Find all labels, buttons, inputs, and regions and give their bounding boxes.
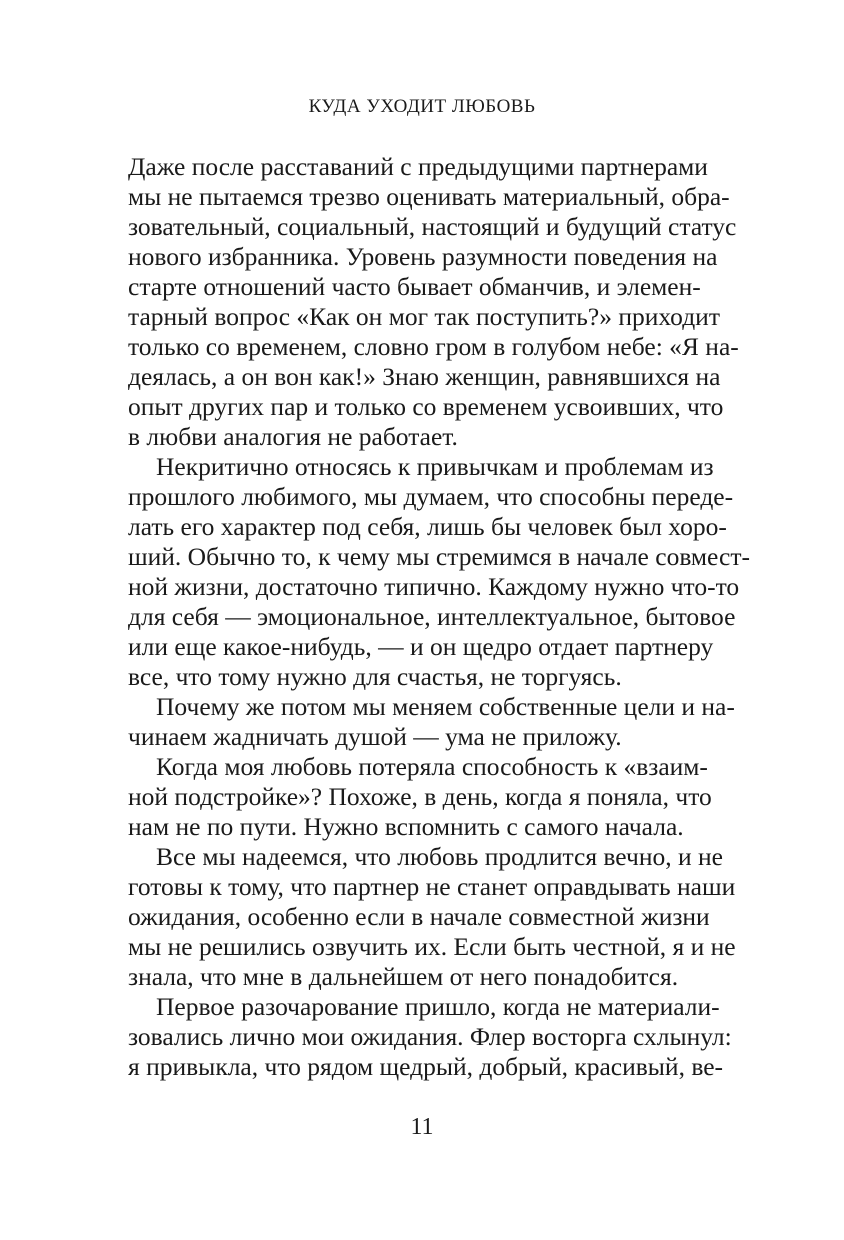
text-line: знала, что мне в дальнейшем от него понадобится. <box>128 962 679 991</box>
text-line-content: Когда моя любовь потеряла способность к «взаим- <box>156 752 708 781</box>
text-line-content: Почему же потом мы меняем собственные цели и на- <box>156 692 735 721</box>
text-line: мы не пытаемся трезво оценивать материальный, обра- <box>128 182 730 211</box>
text-line: зовались лично мои ожидания. Флер восторга схлынул: <box>128 1022 732 1051</box>
text-line: я привыкла, что рядом щедрый, добрый, красивый, ве- <box>128 1052 724 1081</box>
body-text <box>128 152 750 1082</box>
running-head: КУДА УХОДИТ ЛЮБОВЬ <box>308 96 536 117</box>
text-line: прошлого любимого, мы думаем, что способны переде- <box>128 482 734 511</box>
text-line: все, что тому нужно для счастья, не торгуясь. <box>128 662 622 691</box>
page-number: 11 <box>410 1114 434 1140</box>
text-line: зовательный, социальный, настоящий и будущий статус <box>128 212 737 241</box>
text-line: ший. Обычно то, к чему мы стремимся в начале совмест- <box>128 542 750 571</box>
text-line: только со временем, словно гром в голубом небе: «Я на- <box>128 332 739 361</box>
paragraph-first-line <box>128 842 723 872</box>
text-line: опыт других пар и только со временем усвоивших, что <box>128 392 724 421</box>
text-line: в любви аналогия не работает. <box>128 422 458 451</box>
text-line: старте отношений часто бывает обманчив, и элемен- <box>128 272 701 301</box>
text-line: мы не решились озвучить их. Если быть честной, я и не <box>128 932 736 961</box>
paragraph-first-line <box>128 692 735 722</box>
text-line: или еще какое-нибудь, — и он щедро отдает партнеру <box>128 632 714 661</box>
text-line: деялась, а он вон как!» Знаю женщин, равнявшихся на <box>128 362 721 391</box>
paragraph-first-line <box>128 992 720 1022</box>
paragraph-first-line <box>128 452 714 482</box>
text-line: нового избранника. Уровень разумности поведения на <box>128 242 718 271</box>
text-line: тарный вопрос «Как он мог так поступить?» приходит <box>128 302 720 331</box>
text-line: ной подстройке»? Похоже, в день, когда я поняла, что <box>128 782 712 811</box>
text-line: нам не по пути. Нужно вспомнить с самого начала. <box>128 812 684 841</box>
text-line-content: Первое разочарование пришло, когда не материали- <box>156 992 720 1021</box>
text-line: ожидания, особенно если в начале совместной жизни <box>128 902 710 931</box>
text-line: лать его характер под себя, лишь бы человек был хоро- <box>128 512 727 541</box>
text-line: ной жизни, достаточно типично. Каждому нужно что-то <box>128 572 740 601</box>
text-line: для себя — эмоциональное, интеллектуальное, бытовое <box>128 602 736 631</box>
text-line-content: Некритично относясь к привычкам и проблемам из <box>156 452 714 481</box>
paragraph-first-line <box>128 752 708 782</box>
text-line-content: Все мы надеемся, что любовь продлится вечно, и не <box>156 842 723 871</box>
text-line: готовы к тому, что партнер не станет оправдывать наши <box>128 872 736 901</box>
text-line: Даже после расставаний с предыдущими партнерами <box>128 152 708 181</box>
text-line: чинаем жадничать душой — ума не приложу. <box>128 722 622 751</box>
